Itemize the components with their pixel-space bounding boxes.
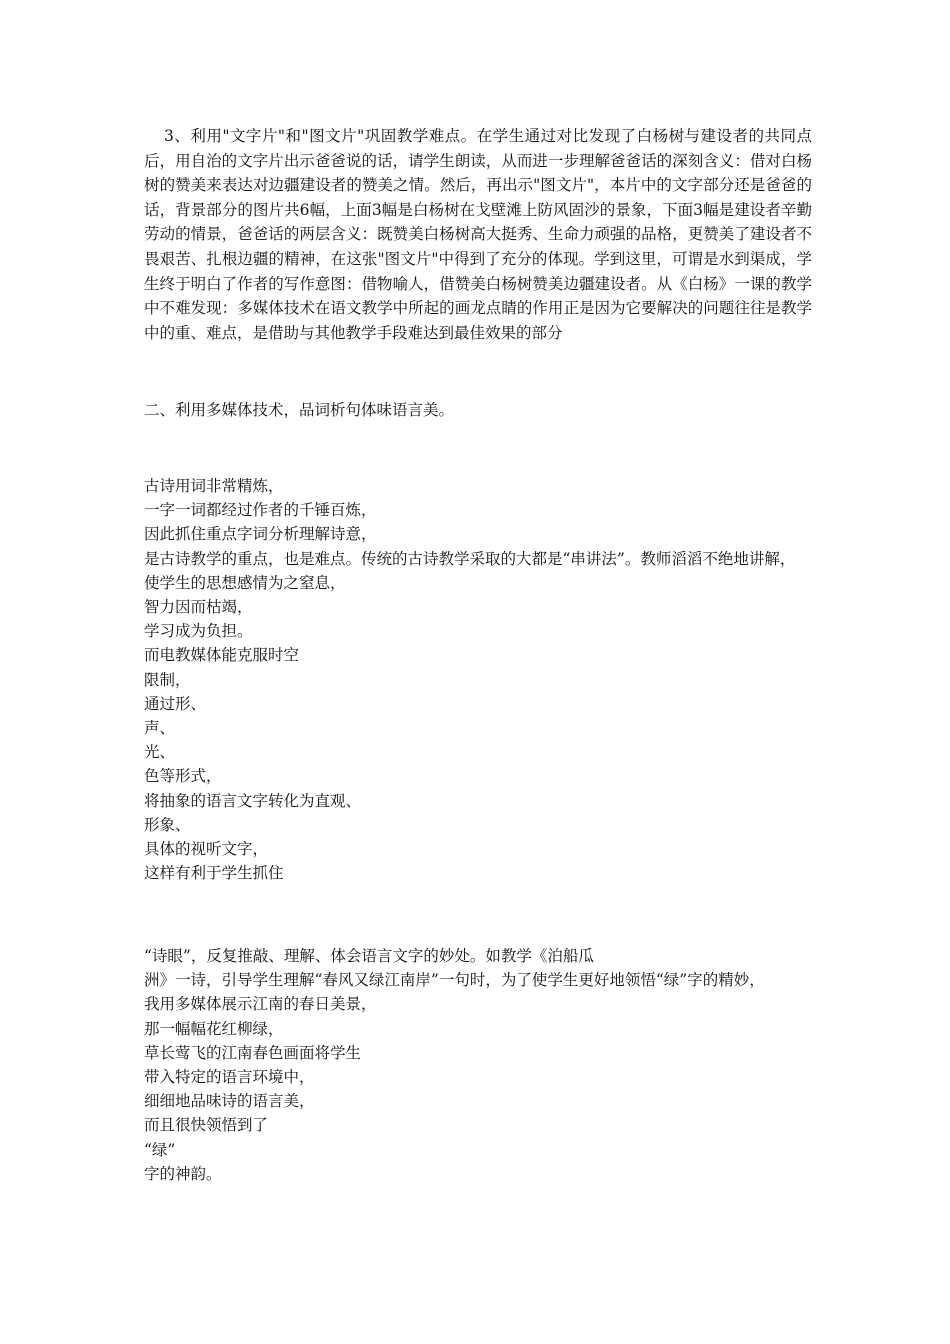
text-line: 古诗用词非常精炼， [144, 477, 284, 495]
text-line: 草长莺飞的江南春色画面将学生 [144, 1043, 362, 1062]
text-line: 声、 [144, 719, 176, 738]
text-line: 形象、 [144, 815, 191, 834]
text-line: 而电教媒体能克服时空 [144, 646, 300, 665]
section-heading-2: 二、利用多媒体技术，品词析句体味语言美。 [144, 401, 455, 419]
poem-eye-block [144, 944, 812, 1186]
text-line: 学习成为负担。 [144, 622, 253, 641]
text-line: 因此抓住重点字词分析理解诗意， [144, 525, 377, 544]
ancient-poetry-block [144, 474, 812, 885]
text-line: 细细地品味诗的语言美， [144, 1092, 315, 1111]
text-line: 我用多媒体展示江南的春日美景， [144, 995, 377, 1014]
text-line: 而且很快领悟到了 [144, 1116, 269, 1135]
text-line: 具体的视听文字， [144, 840, 269, 859]
text-line: 洲》一诗，引导学生理解“春风又绿江南岸”一句时，为了使学生更好地领悟“绿”字的精妙， [144, 971, 765, 990]
text-line: 限制， [144, 670, 191, 689]
text-line: 色等形式， [144, 767, 222, 786]
text-line: “诗眼”，反复推敲、理解、体会语言文字的妙处。如教学《泊船瓜 [144, 947, 594, 965]
text-line: 那一幅幅花红柳绿， [144, 1019, 284, 1038]
text-line: 智力因而枯竭， [144, 598, 253, 617]
text-line: 光、 [144, 743, 176, 762]
text-line: 将抽象的语言文字转化为直观、 [144, 791, 362, 810]
text-line: 这样有利于学生抓住 [144, 864, 284, 883]
text-line: 使学生的思想感情为之窒息， [144, 573, 346, 592]
text-line: 带入特定的语言环境中， [144, 1068, 315, 1087]
text-line: “绿” [144, 1140, 176, 1159]
paragraph-3-text-slides: 3、利用"文字片"和"图文片"巩固教学难点。在学生通过对比发现了白杨树与建设者的共同点后，用自治的文字片出示爸爸说的话，请学生朗读，从而进一步理解爸爸话的深刻含义：借对白杨树的赞美来表达对边疆建设者的赞美之情。然后，再出示"图文片"，本片中的文字部分还是爸爸的话，背景部分的图片共6幅，上面3幅是白杨树在戈壁滩上防风固沙的景象，下面3幅是建设者辛勤劳动的情景，爸爸话的两层含义：既赞美白杨树高大挺秀、生命力顽强的品格，更赞美了建设者不畏艰苦、扎根边疆的精神，在这张"图文片"中得到了充分的体现。学到这里，可谓是水到渠成，学生终于明白了作者的写作意图：借物喻人，借赞美白杨树赞美边疆建设者。从《白杨》一课的教学中不难发现：多媒体技术在语文教学中所起的画龙点睛的作用正是因为它要解决的问题往往是教学中的重、难点，是借助与其他教学手段难达到最佳效果的部分 [144, 127, 812, 342]
text-line: 通过形、 [144, 694, 207, 713]
text-line: 一字一词都经过作者的千锤百炼， [144, 501, 377, 520]
text-line: 是古诗教学的重点，也是难点。传统的古诗教学采取的大都是“串讲法”。教师滔滔不绝地讲解， [144, 549, 796, 568]
text-line: 字的神韵。 [144, 1164, 222, 1183]
